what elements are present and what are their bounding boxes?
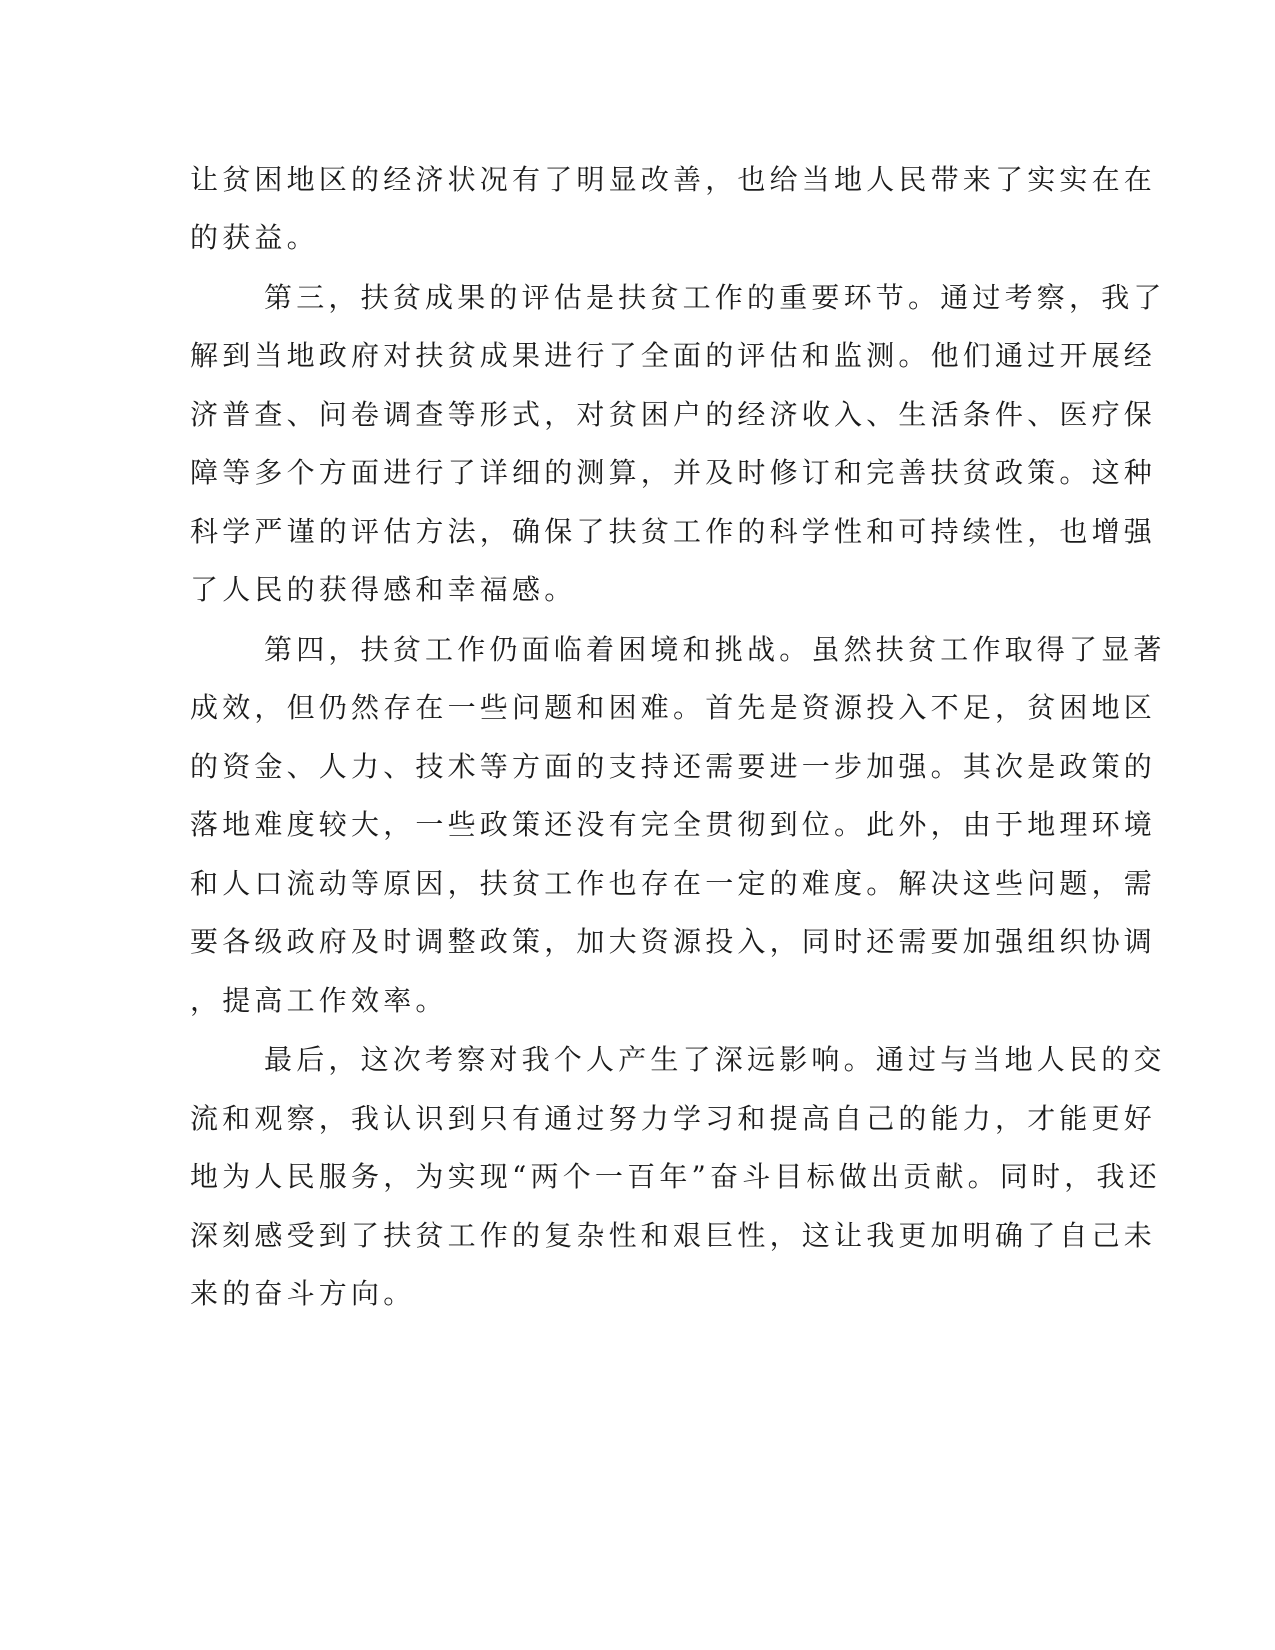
text-line: 解到当地政府对扶贫成果进行了全面的评估和监测。他们通过开展经 — [190, 339, 1157, 372]
text-line: 深刻感受到了扶贫工作的复杂性和艰巨性，这让我更加明确了自己未 — [190, 1219, 1157, 1252]
text-line: ，提高工作效率。 — [190, 984, 448, 1017]
text-line: 的获益。 — [190, 221, 319, 254]
text-line: 科学严谨的评估方法，确保了扶贫工作的科学性和可持续性，也增强 — [190, 515, 1157, 548]
text-line: 的资金、人力、技术等方面的支持还需要进一步加强。其次是政策的 — [190, 750, 1157, 783]
text-line: 流和观察，我认识到只有通过努力学习和提高自己的能力，才能更好 — [190, 1102, 1157, 1135]
text-line: 要各级政府及时调整政策，加大资源投入，同时还需要加强组织协调 — [190, 925, 1157, 958]
text-line: 落地难度较大，一些政策还没有完全贯彻到位。此外，由于地理环境 — [190, 808, 1157, 841]
text-line: 成效，但仍然存在一些问题和困难。首先是资源投入不足，贫困地区 — [190, 691, 1157, 724]
text-line: 障等多个方面进行了详细的测算，并及时修订和完善扶贫政策。这种 — [190, 456, 1157, 489]
text-line: 让贫困地区的经济状况有了明显改善，也给当地人民带来了实实在在 — [190, 163, 1157, 196]
paragraph-3-first-line: 第三，扶贫成果的评估是扶贫工作的重要环节。通过考察，我了 — [264, 281, 1166, 314]
text-line: 和人口流动等原因，扶贫工作也存在一定的难度。解决这些问题，需 — [190, 867, 1157, 900]
text-line: 了人民的获得感和幸福感。 — [190, 573, 577, 606]
paragraph-5-first-line: 最后，这次考察对我个人产生了深远影响。通过与当地人民的交 — [264, 1043, 1166, 1076]
text-line: 地为人民服务，为实现“两个一百年”奋斗目标做出贡献。同时，我还 — [190, 1160, 1161, 1193]
paragraph-4-first-line: 第四，扶贫工作仍面临着困境和挑战。虽然扶贫工作取得了显著 — [264, 633, 1166, 666]
text-line: 济普查、问卷调查等形式，对贫困户的经济收入、生活条件、医疗保 — [190, 398, 1157, 431]
text-line: 来的奋斗方向。 — [190, 1277, 416, 1310]
